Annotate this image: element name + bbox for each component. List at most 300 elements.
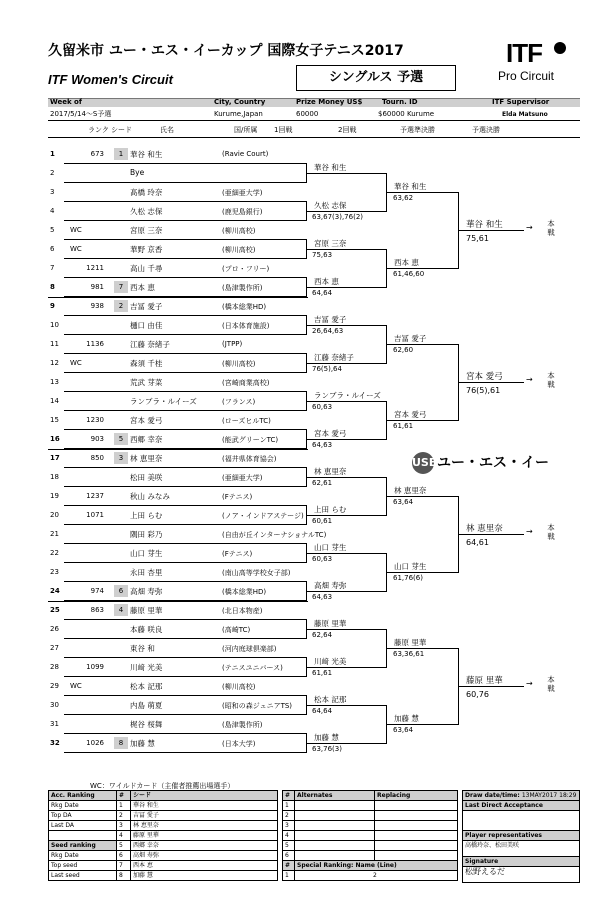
special-num: 1 <box>283 871 295 881</box>
round2-score: 63,67(3),76(2) <box>312 212 364 221</box>
entry-line <box>64 581 306 582</box>
draw-position: 32 <box>50 739 60 747</box>
main-draw-label: 本戦 <box>547 218 555 237</box>
semi-score: 61,46,60 <box>393 269 425 278</box>
round2-winner: 山口 芽生 <box>314 542 347 552</box>
player-name: 藤原 里華 <box>130 606 163 615</box>
player-rank: 673 <box>90 150 104 158</box>
seed-badge: 8 <box>114 737 128 749</box>
player-name: 宮本 愛弓 <box>130 416 163 425</box>
round2-winner: 西本 恵 <box>314 276 339 286</box>
entry-line <box>64 277 306 278</box>
col-club: 国/所属 <box>234 126 258 134</box>
acc-row: Rkg Date <box>49 801 117 811</box>
round2-winner: 藤原 里華 <box>314 618 347 628</box>
acc-row <box>49 831 117 841</box>
label-prize: Prize Money US$ <box>296 98 363 106</box>
draw-position: 24 <box>50 587 60 595</box>
player-name: 山口 芽生 <box>130 549 163 558</box>
player-rank: 1136 <box>86 340 104 348</box>
wc-note: WC：ワイルドカード（主催者推薦出場選手） <box>90 782 235 790</box>
player-club: (プロ・フリー) <box>222 265 270 273</box>
round2-winner: 吉冨 愛子 <box>314 314 347 324</box>
entry-line <box>64 467 306 468</box>
divider <box>48 120 580 121</box>
tourn-id-value: $60000 Kurume <box>378 110 435 118</box>
semi-winner: 吉冨 愛子 <box>394 333 427 343</box>
player-club: (フランス) <box>222 398 256 406</box>
label-supervisor: ITF Supervisor <box>492 98 550 106</box>
semi-line <box>386 496 458 497</box>
event-badge: シングルス 予選 <box>296 65 456 91</box>
player-name: 松田 美咲 <box>130 473 163 482</box>
round2-score: 76(5),64 <box>312 364 342 373</box>
logo-main-text: ITF <box>506 38 542 68</box>
seed-col-name: シード <box>131 791 278 801</box>
draw-position: 9 <box>50 302 55 310</box>
seed-badge: 5 <box>114 433 128 445</box>
draw-date-value: 13MAY2017 18:29 <box>521 792 577 799</box>
round2-score: 64,63 <box>312 440 333 449</box>
entry-line <box>64 372 306 373</box>
reps-value: 高橋玲奈、松田美咲 <box>463 841 580 857</box>
col-final: 予選決勝 <box>472 126 500 134</box>
round2-winner: 林 恵里奈 <box>314 466 347 476</box>
group-divider <box>48 601 308 602</box>
round2-winner: 久松 志保 <box>314 200 347 210</box>
alt-col-replacing: Replacing <box>375 791 458 801</box>
wildcard-tag: WC <box>70 245 82 253</box>
player-club: (自由が丘インターナショナルTC) <box>222 531 327 539</box>
player-name: 東谷 和 <box>130 644 155 653</box>
semi-line <box>386 572 458 573</box>
player-rank: 1026 <box>86 739 104 747</box>
entry-line <box>64 524 306 525</box>
player-club: (Fテニス) <box>222 493 253 501</box>
semi-winner: 林 恵里奈 <box>394 485 427 495</box>
seed-num: 8 <box>117 871 131 881</box>
entry-line <box>64 334 306 335</box>
player-club: (日本体育施設) <box>222 322 270 330</box>
player-club: (昭和の森ジュニアTS) <box>222 702 293 710</box>
qualifier-name: 華谷 和生 <box>466 219 503 230</box>
semi-line <box>386 344 458 345</box>
round2-line <box>306 211 386 212</box>
player-club: (能武グリーンTC) <box>222 436 279 444</box>
player-rank: 938 <box>90 302 104 310</box>
final-line <box>458 382 524 383</box>
seed-name: 西本 恵 <box>131 861 278 871</box>
alternates-table <box>282 790 458 881</box>
player-name: 樋口 由佳 <box>130 321 163 330</box>
final-line <box>458 534 524 535</box>
round2-winner: 宮原 三奈 <box>314 238 347 248</box>
player-rank: 850 <box>90 454 104 462</box>
draw-position: 31 <box>50 720 59 728</box>
player-club: (ローズヒルTC) <box>222 417 271 425</box>
player-club: (柳川高校) <box>222 227 256 235</box>
player-name: 吉冨 愛子 <box>130 302 163 311</box>
arrow-icon: → <box>526 678 533 688</box>
wildcard-tag: WC <box>70 682 82 690</box>
draw-position: 16 <box>50 435 60 443</box>
entry-line <box>64 353 306 354</box>
tournament-title: 久留米市 ユー・エス・イーカップ 国際女子テニス2017 <box>48 43 404 59</box>
reps-label: Player representatives <box>463 831 580 841</box>
player-club: (亜細亜大学) <box>222 474 263 482</box>
round2-score: 60,63 <box>312 402 333 411</box>
round2-score: 64,64 <box>312 288 333 297</box>
qualifier-score: 64,61 <box>466 537 489 547</box>
player-club: (ノア・インドアステージ) <box>222 512 304 520</box>
alt-num: 1 <box>283 801 295 811</box>
player-name: 内島 萌夏 <box>130 701 163 710</box>
round2-line <box>306 173 386 174</box>
wildcard-tag: WC <box>70 359 82 367</box>
player-name: 荒武 芽菜 <box>130 378 163 387</box>
player-name: 西本 恵 <box>130 283 155 292</box>
player-rank: 974 <box>90 587 104 595</box>
sponsor-text: ユー・エス・イー <box>437 455 549 471</box>
use-mark-icon: USE <box>412 452 434 474</box>
player-name: 隅田 彩乃 <box>130 530 163 539</box>
semi-score: 61,76(6) <box>393 573 423 582</box>
entry-line <box>64 486 306 487</box>
player-club: (柳川高校) <box>222 360 256 368</box>
draw-position: 4 <box>50 207 55 215</box>
arrow-icon: → <box>526 222 533 232</box>
itf-logo <box>492 38 572 90</box>
round2-line <box>306 515 386 516</box>
draw-position: 8 <box>50 283 55 291</box>
col-r1: 1回戦 <box>274 126 293 134</box>
entry-line <box>64 410 306 411</box>
alt-col-name: Alternates <box>295 791 375 801</box>
qualifier-score: 60,76 <box>466 689 489 699</box>
player-name: 本藤 咲良 <box>130 625 163 634</box>
semi-line <box>386 268 458 269</box>
prize-value: 60000 <box>296 110 319 118</box>
entry-line <box>64 752 306 753</box>
week-value: 2017/5/14～S予選 <box>50 110 112 118</box>
entry-line <box>64 505 306 506</box>
draw-position: 30 <box>50 701 59 709</box>
player-club: (高崎TC) <box>222 626 251 634</box>
player-club: (福井県体育協会) <box>222 455 277 463</box>
alt-col-num: # <box>283 861 295 871</box>
entry-line <box>64 239 306 240</box>
city-value: Kurume,Japan <box>214 110 263 118</box>
seed-ranking-title: Seed ranking <box>49 841 117 851</box>
arrow-icon: → <box>526 526 533 536</box>
semi-score: 62,60 <box>393 345 414 354</box>
seed-name: 高畑 寿弥 <box>131 851 278 861</box>
draw-position: 11 <box>50 340 59 348</box>
main-draw-label: 本戦 <box>547 674 555 693</box>
draw-position: 13 <box>50 378 59 386</box>
group-divider <box>48 449 308 450</box>
round2-winner: 上田 らむ <box>314 504 347 514</box>
round2-winner: 江藤 奈緒子 <box>314 352 354 362</box>
qualifier-name: 藤原 里華 <box>466 675 503 686</box>
draw-position: 21 <box>50 530 59 538</box>
round2-line <box>306 401 386 402</box>
qualifier-name: 林 恵里奈 <box>466 523 503 534</box>
seed-badge: 2 <box>114 300 128 312</box>
semi-line <box>386 648 458 649</box>
player-club: (南山高等学校女子部) <box>222 569 291 577</box>
seed-num: 6 <box>117 851 131 861</box>
draw-position: 17 <box>50 454 60 462</box>
round2-line <box>306 629 386 630</box>
player-name: 華野 京香 <box>130 245 163 254</box>
player-rank: 1071 <box>86 511 104 519</box>
player-club: (橋本総業HD) <box>222 588 267 596</box>
semi-winner: 藤原 里華 <box>394 637 427 647</box>
seed-num: 5 <box>117 841 131 851</box>
seed-name: 華谷 和生 <box>131 801 278 811</box>
label-week: Week of <box>50 98 82 106</box>
player-rank: 863 <box>90 606 104 614</box>
player-club: (島津製作所) <box>222 284 263 292</box>
entry-line <box>64 676 306 677</box>
alt-num: 4 <box>283 831 295 841</box>
semi-score: 63,36,61 <box>393 649 425 658</box>
tennis-ball-icon <box>554 42 566 54</box>
draw-position: 25 <box>50 606 60 614</box>
label-city: City, Country <box>214 98 266 106</box>
seed-badge: 1 <box>114 148 128 160</box>
seed-table <box>48 790 278 881</box>
round2-winner: 高畑 寿弥 <box>314 580 347 590</box>
alt-num: 5 <box>283 841 295 851</box>
player-club: (河内庭球倶楽部) <box>222 645 277 653</box>
col-name: 氏名 <box>160 126 174 134</box>
player-name: 江藤 奈緒子 <box>130 340 170 349</box>
seed-row: Last seed <box>49 871 117 881</box>
semi-line <box>386 420 458 421</box>
round2-line <box>306 705 386 706</box>
entry-line <box>64 562 306 563</box>
draw-position: 10 <box>50 321 59 329</box>
special-num: 2 <box>373 872 377 879</box>
round2-winner: 松本 記那 <box>314 694 347 704</box>
draw-position: 28 <box>50 663 59 671</box>
draw-position: 19 <box>50 492 59 500</box>
semi-score: 61,61 <box>393 421 414 430</box>
player-club: (亜細亜大学) <box>222 189 263 197</box>
entry-line <box>64 220 306 221</box>
seed-badge: 4 <box>114 604 128 616</box>
player-club: (JTPP) <box>222 340 243 348</box>
player-name: 西郷 幸奈 <box>130 435 163 444</box>
entry-line <box>64 163 306 164</box>
seed-num: 4 <box>117 831 131 841</box>
player-club: (Fテニス) <box>222 550 253 558</box>
seed-num: 7 <box>117 861 131 871</box>
player-name: 松本 記那 <box>130 682 163 691</box>
semi-score: 63,64 <box>393 725 414 734</box>
col-rank: ランク <box>88 126 109 134</box>
player-rank: 1230 <box>86 416 104 424</box>
main-draw-label: 本戦 <box>547 522 555 541</box>
sponsor-logo <box>412 452 549 474</box>
col-sf: 予選準決勝 <box>400 126 435 134</box>
seed-name: 林 恵里奈 <box>131 821 278 831</box>
arrow-icon: → <box>526 374 533 384</box>
player-rank: 1099 <box>86 663 104 671</box>
entry-line <box>64 695 306 696</box>
round2-line <box>306 287 386 288</box>
round2-line <box>306 743 386 744</box>
draw-position: 22 <box>50 549 59 557</box>
player-name: 久松 志保 <box>130 207 163 216</box>
logo-sub-text: Pro Circuit <box>498 69 555 83</box>
seed-badge: 7 <box>114 281 128 293</box>
player-name: 秋山 みなみ <box>130 492 170 501</box>
draw-position: 7 <box>50 264 55 272</box>
player-name: 川﨑 光美 <box>130 663 163 672</box>
entry-line <box>64 733 306 734</box>
round2-line <box>306 667 386 668</box>
draw-position: 12 <box>50 359 59 367</box>
player-club: (橋本総業HD) <box>222 303 267 311</box>
draw-position: 18 <box>50 473 59 481</box>
round2-score: 64,64 <box>312 706 333 715</box>
player-club: (北日本物産) <box>222 607 263 615</box>
draw-position: 6 <box>50 245 55 253</box>
acc-row: Top DA <box>49 811 117 821</box>
entry-line <box>64 657 306 658</box>
entry-line <box>64 714 306 715</box>
alt-num: 2 <box>283 811 295 821</box>
draw-date-label: Draw date/time: <box>465 792 520 799</box>
label-tourn-id: Tourn. ID <box>382 98 418 106</box>
seed-name: 藤原 里華 <box>131 831 278 841</box>
seed-name: 吉冨 愛子 <box>131 811 278 821</box>
player-name: Bye <box>130 168 145 177</box>
round2-line <box>306 553 386 554</box>
draw-date-cell <box>463 791 580 801</box>
semi-score: 63,64 <box>393 497 414 506</box>
alt-col-num: # <box>283 791 295 801</box>
semi-line <box>386 724 458 725</box>
player-name: 上田 らむ <box>130 511 163 520</box>
entry-line <box>64 429 306 430</box>
draw-position: 15 <box>50 416 59 424</box>
round2-line <box>306 439 386 440</box>
round2-score: 60,63 <box>312 554 333 563</box>
seed-num: 3 <box>117 821 131 831</box>
round2-score: 60,61 <box>312 516 333 525</box>
player-rank: 1237 <box>86 492 104 500</box>
qualifier-score: 76(5),61 <box>466 385 501 395</box>
final-line <box>458 686 524 687</box>
player-name: 林 恵里奈 <box>130 454 163 463</box>
seed-num: 1 <box>117 801 131 811</box>
acc-title: Acc. Ranking <box>49 791 117 801</box>
round2-score: 61,61 <box>312 668 333 677</box>
player-club: (宮崎商業高校) <box>222 379 270 387</box>
player-club: (島津製作所) <box>222 721 263 729</box>
col-seed: シード <box>111 126 132 134</box>
player-name: 宮原 三奈 <box>130 226 163 235</box>
final-line <box>458 230 524 231</box>
officials-table <box>462 790 580 883</box>
semi-winner: 華谷 和生 <box>394 181 427 191</box>
draw-position: 5 <box>50 226 55 234</box>
entry-line <box>64 258 306 259</box>
semi-score: 63,62 <box>393 193 414 202</box>
qualifier-score: 75,61 <box>466 233 489 243</box>
player-name: ランブラ・ルイーズ <box>130 397 197 406</box>
special-ranking-title: Special Ranking: Name (Line) <box>295 861 458 871</box>
player-name: 高山 千尋 <box>130 264 163 273</box>
round2-line <box>306 249 386 250</box>
seed-row: Top seed <box>49 861 117 871</box>
entry-line <box>64 391 306 392</box>
round2-winner: ランブラ・ルイーズ <box>314 390 381 400</box>
round2-score: 62,64 <box>312 630 333 639</box>
round2-winner: 華谷 和生 <box>314 162 347 172</box>
draw-position: 20 <box>50 511 59 519</box>
seed-num: 2 <box>117 811 131 821</box>
player-rank: 903 <box>90 435 104 443</box>
round2-winner: 宮本 愛弓 <box>314 428 347 438</box>
group-divider <box>48 297 308 298</box>
seed-badge: 6 <box>114 585 128 597</box>
player-name: 高畑 寿弥 <box>130 587 163 596</box>
entry-line <box>64 315 306 316</box>
entry-line <box>64 201 306 202</box>
entry-line <box>64 543 306 544</box>
draw-position: 3 <box>50 188 55 196</box>
entry-line <box>64 182 306 183</box>
alt-num: 6 <box>283 851 295 861</box>
player-club: (柳川高校) <box>222 246 256 254</box>
lda-label: Last Direct Acceptance <box>463 801 580 811</box>
semi-winner: 西本 恵 <box>394 257 419 267</box>
seed-col-num: # <box>117 791 131 801</box>
semi-winner: 山口 芽生 <box>394 561 427 571</box>
draw-position: 1 <box>50 150 55 158</box>
player-name: 森須 千桂 <box>130 359 163 368</box>
main-draw-label: 本戦 <box>547 370 555 389</box>
player-rank: 981 <box>90 283 104 291</box>
entry-line <box>64 619 306 620</box>
round2-line <box>306 325 386 326</box>
col-r2: 2回戦 <box>338 126 357 134</box>
round2-score: 64,63 <box>312 592 333 601</box>
round2-line <box>306 591 386 592</box>
divider <box>48 137 580 138</box>
player-name: 髙橋 玲奈 <box>130 188 163 197</box>
round2-score: 26,64,63 <box>312 326 344 335</box>
round2-line <box>306 477 386 478</box>
player-name: 加藤 慧 <box>130 739 155 748</box>
draw-position: 26 <box>50 625 59 633</box>
qualifier-name: 宮本 愛弓 <box>466 371 503 382</box>
player-name: 華谷 和生 <box>130 150 163 159</box>
seed-row: Rkg Date <box>49 851 117 861</box>
supervisor-value: Elda Matsuno <box>502 111 548 118</box>
player-club: (Ravie Court) <box>222 150 269 158</box>
seed-name: 加藤 慧 <box>131 871 278 881</box>
round2-winner: 加藤 慧 <box>314 732 339 742</box>
player-name: 梶谷 桜舞 <box>130 720 163 729</box>
semi-winner: 宮本 愛弓 <box>394 409 427 419</box>
signature: 松野えるだ <box>463 867 580 883</box>
